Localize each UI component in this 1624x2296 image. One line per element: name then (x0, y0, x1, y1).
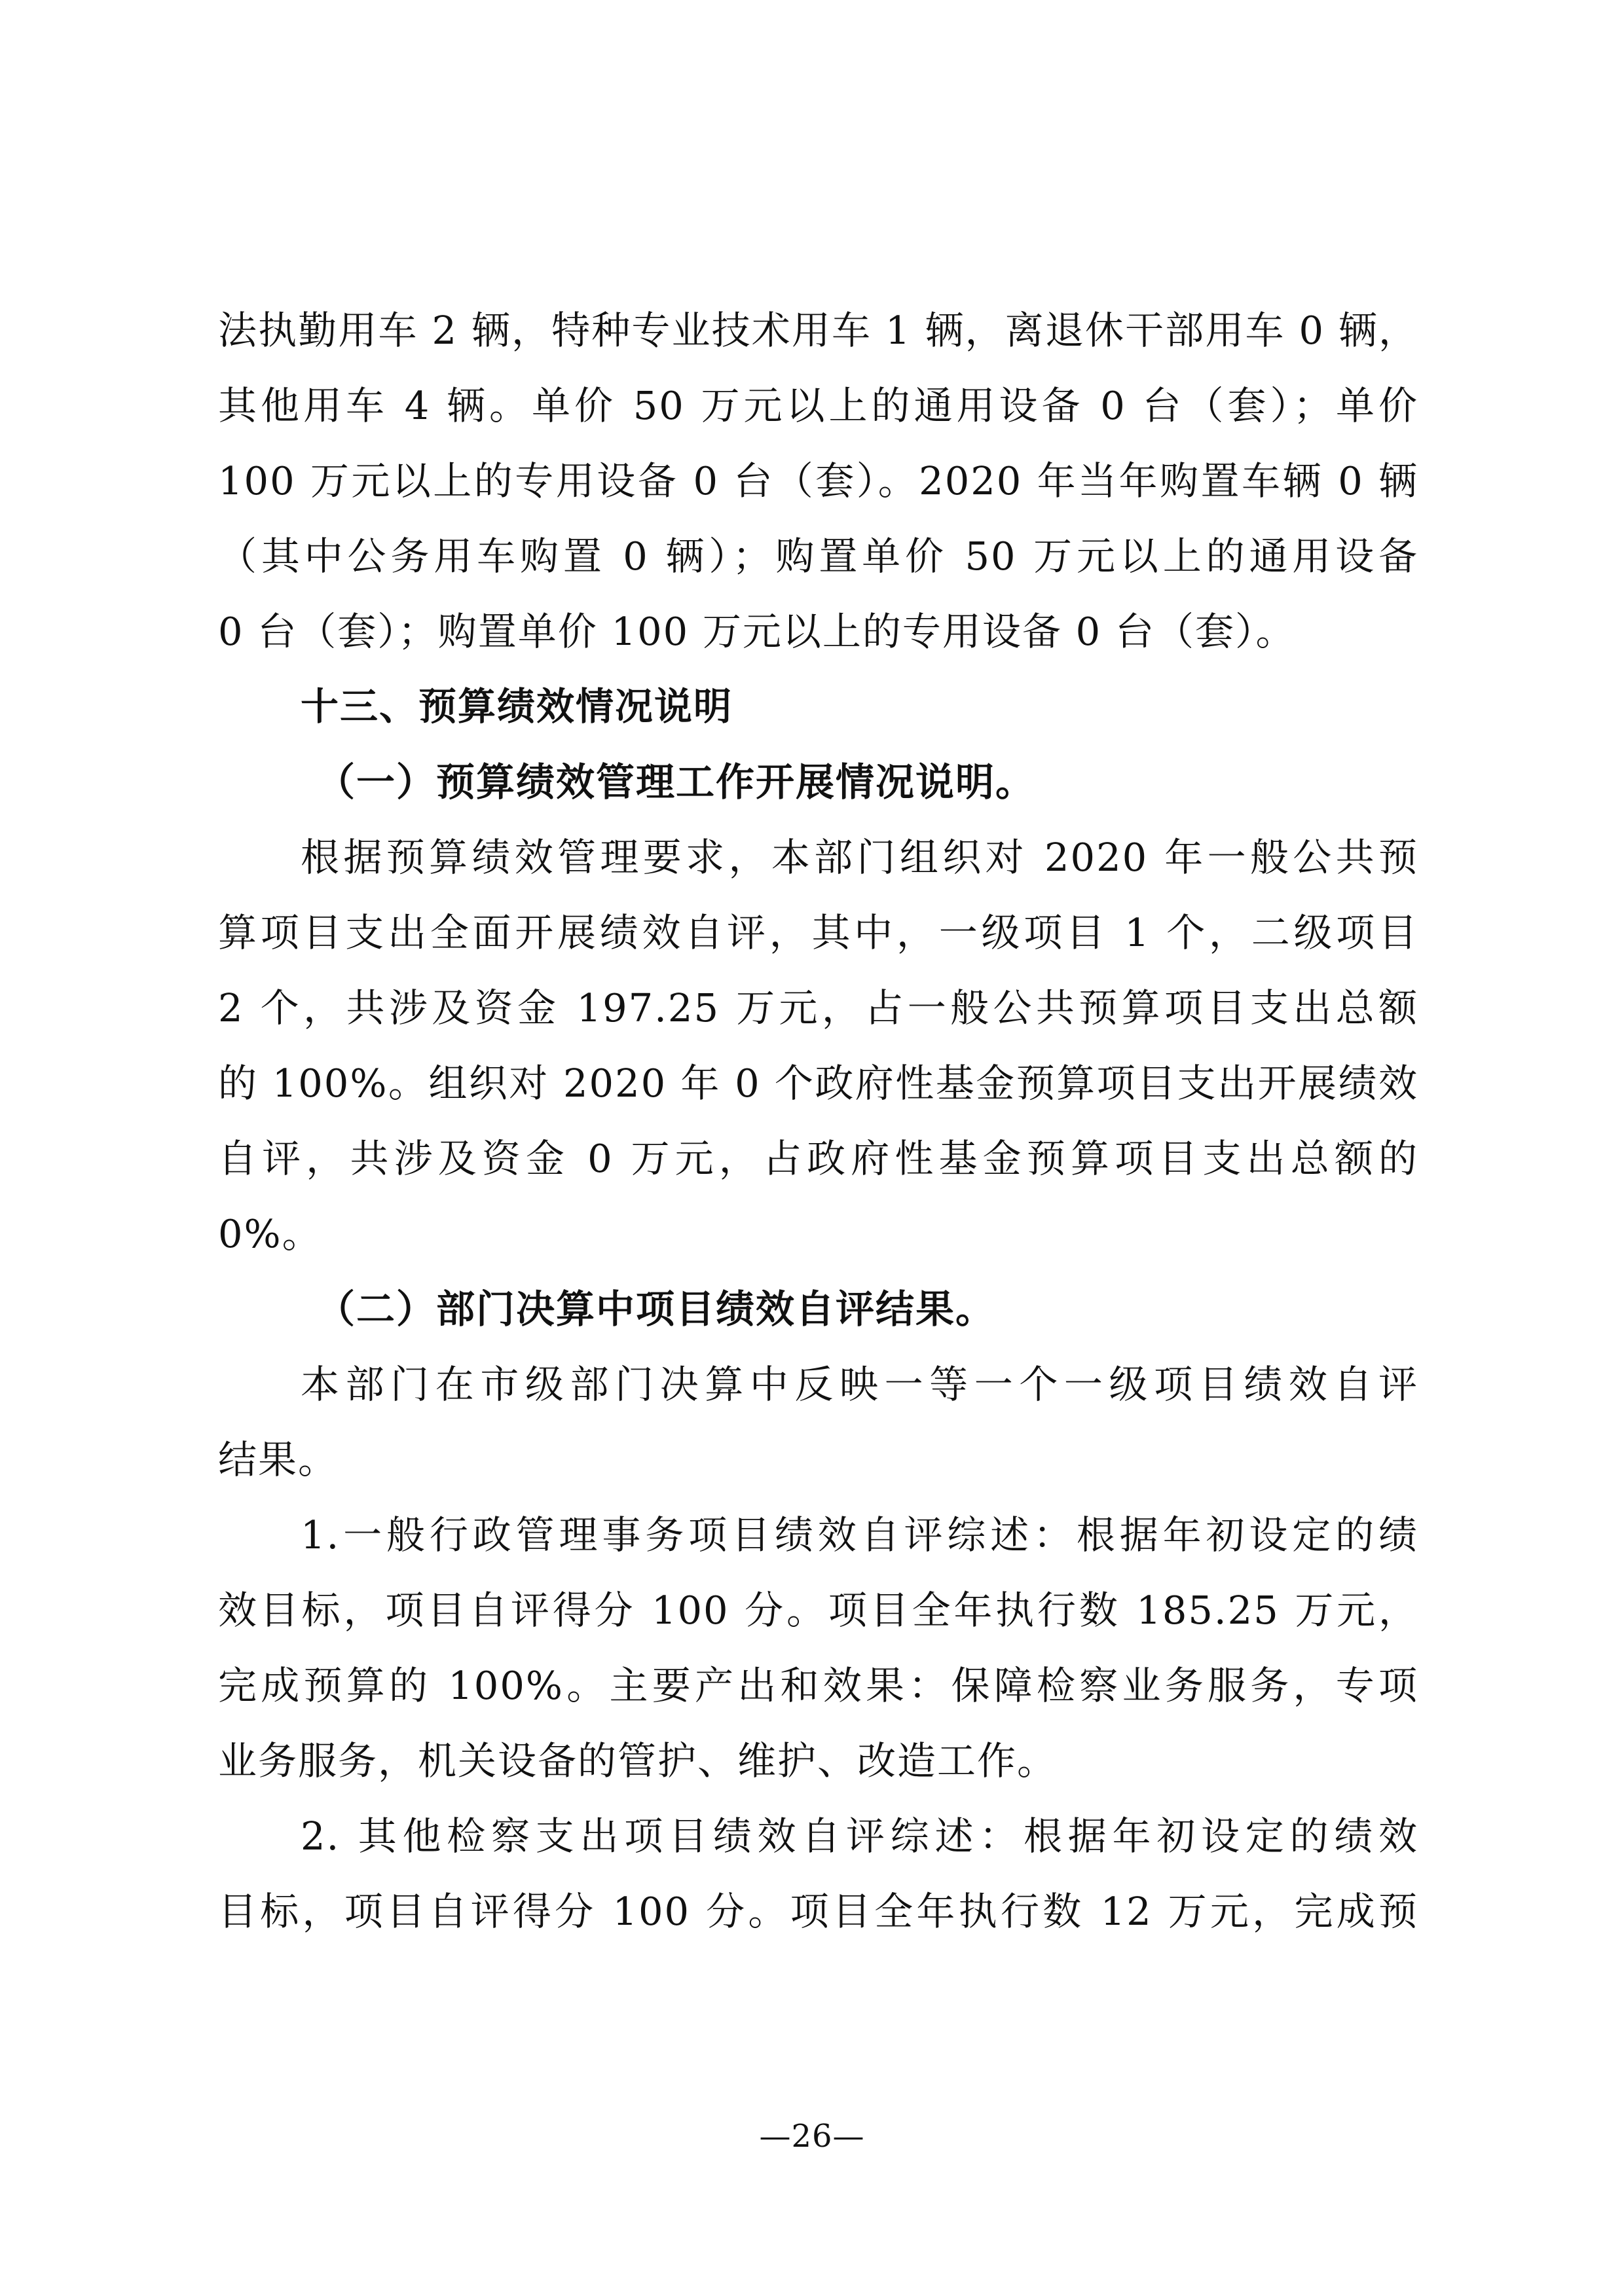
paragraph-line: 1.一般行政管理事务项目绩效自评综述：根据年初设定的绩 (301, 1512, 1418, 1558)
paragraph-line: 2. 其他检察支出项目绩效自评综述：根据年初设定的绩效 (301, 1813, 1418, 1859)
paragraph-line: 本部门在市级部门决算中反映一等一个一级项目绩效自评 (301, 1362, 1418, 1407)
paragraph-line: 法执勤用车 2 辆，特种专业技术用车 1 辆，离退休干部用车 0 辆， (218, 308, 1418, 353)
body-text (218, 293, 1418, 1949)
page-number: —26— (759, 2118, 865, 2155)
subsection-heading: （二）部门决算中项目绩效自评结果。 (316, 1286, 996, 1332)
section-heading: 十三、预算绩效情况说明 (301, 684, 733, 729)
paragraph-line: 自评，共涉及资金 0 万元，占政府性基金预算项目支出总额的 (218, 1136, 1418, 1181)
paragraph-line: 完成预算的 100%。主要产出和效果：保障检察业务服务，专项 (218, 1663, 1418, 1708)
paragraph-line: 的 100%。组织对 2020 年 0 个政府性基金预算项目支出开展绩效 (218, 1061, 1418, 1106)
paragraph-line: 效目标，项目自评得分 100 分。项目全年执行数 185.25 万元， (218, 1588, 1418, 1633)
paragraph-line: 100 万元以上的专用设备 0 台（套）。2020 年当年购置车辆 0 辆 (218, 458, 1418, 503)
subsection-heading: （一）预算绩效管理工作开展情况说明。 (316, 759, 1036, 805)
paragraph-line: 结果。 (218, 1437, 339, 1482)
paragraph-line: 0 台（套）；购置单价 100 万元以上的专用设备 0 台（套）。 (218, 609, 1296, 654)
paragraph-line: （其中公务用车购置 0 辆）；购置单价 50 万元以上的通用设备 (218, 534, 1418, 579)
paragraph-line: 根据预算绩效管理要求，本部门组织对 2020 年一般公共预 (301, 835, 1418, 880)
paragraph-line: 目标，项目自评得分 100 分。项目全年执行数 12 万元，完成预 (218, 1889, 1418, 1934)
paragraph-line: 2 个，共涉及资金 197.25 万元，占一般公共预算项目支出总额 (218, 985, 1418, 1030)
paragraph-line: 业务服务，机关设备的管护、维护、改造工作。 (218, 1738, 1058, 1783)
paragraph-line: 其他用车 4 辆。单价 50 万元以上的通用设备 0 台（套）；单价 (218, 383, 1418, 428)
paragraph-line: 算项目支出全面开展绩效自评，其中，一级项目 1 个，二级项目 (218, 910, 1418, 955)
paragraph-line: 0%。 (218, 1211, 322, 1256)
